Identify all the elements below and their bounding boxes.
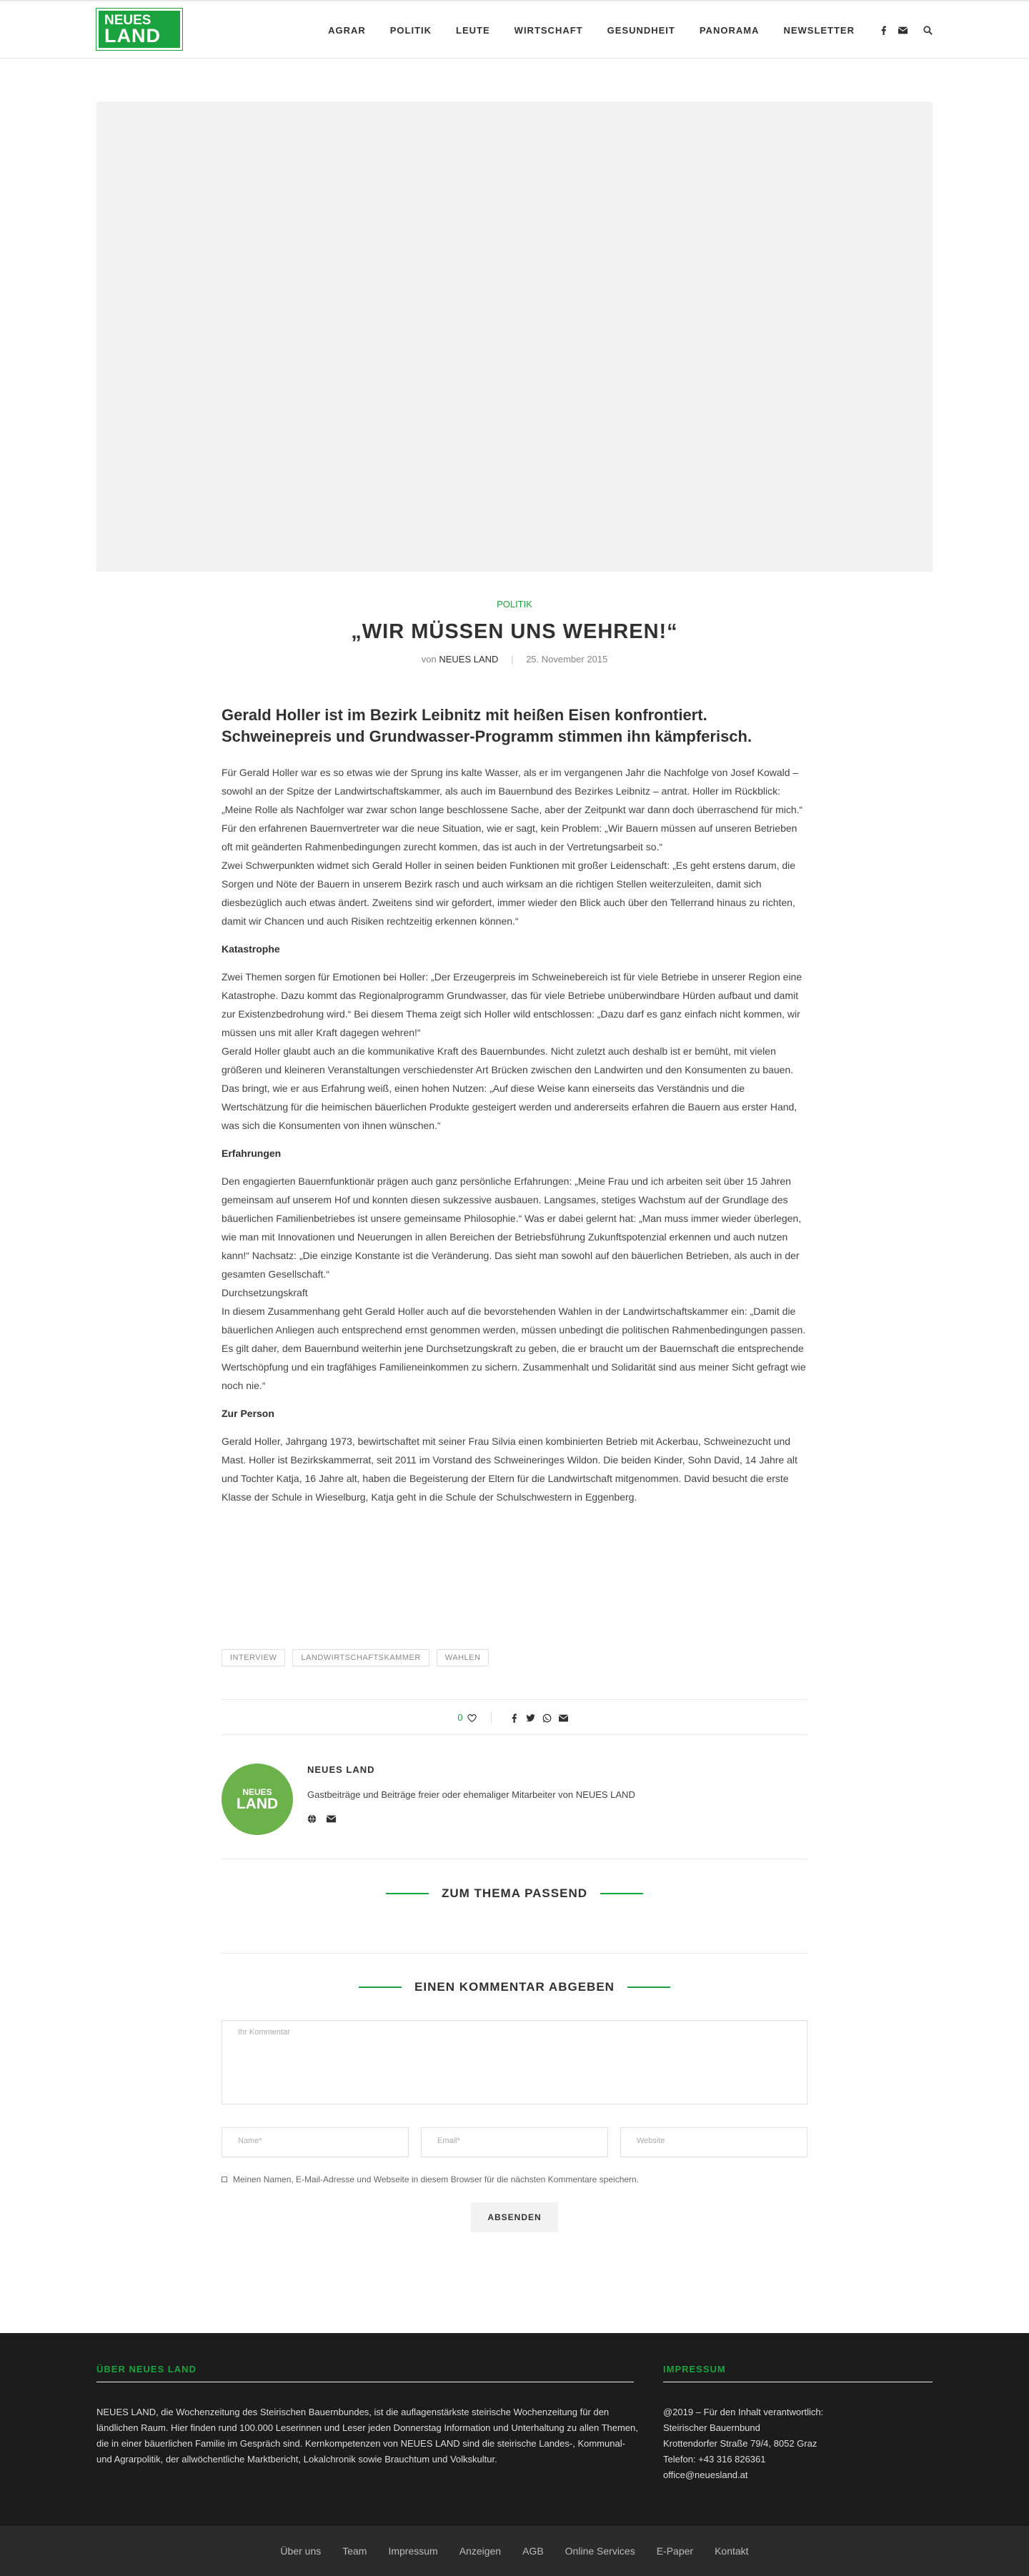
- comment-title-text: EINEN KOMMENTAR ABGEBEN: [414, 1980, 615, 1994]
- logo-line-2: LAND: [104, 24, 161, 46]
- impressum-line: Krottendorfer Straße 79/4, 8052 Graz: [663, 2438, 817, 2449]
- avatar-line-2: LAND: [236, 1795, 279, 1812]
- author-mail-icon[interactable]: [327, 1814, 336, 1824]
- author-links: [307, 1814, 336, 1824]
- site-header: [0, 0, 1029, 59]
- consent-row: [222, 2174, 639, 2184]
- author-box: [222, 1752, 807, 1859]
- impressum-line: Steirischer Bauernbund: [663, 2422, 760, 2433]
- footer-link-agb[interactable]: AGB: [522, 2545, 544, 2557]
- article-paragraph: Zwei Themen sorgen für Emotionen bei Holler: „Der Erzeugerpreis im Schweinebereich ist für viele Betriebe in unserer Region eine Katastrophe. Dazu kommt das Regionalprogramm Grundwasser, das für viele Betriebe unüberwindbare Hürden aufbaut und damit zur Existenzbedrohung wird.“ Bei diesem Thema zeigt sich Holler wild entschlossen: „Dazu darf es ganz einfach nicht kommen, wir müssen uns mit aller Kraft dagegen wehren!“: [222, 971, 802, 1038]
- article-body: [222, 705, 807, 1506]
- site-logo[interactable]: [96, 9, 182, 50]
- share-mail-icon[interactable]: [559, 1711, 568, 1722]
- article-title: „WIR MÜSSEN UNS WEHREN!“: [351, 620, 678, 643]
- article-subheading: Zur Person: [222, 1408, 274, 1419]
- consent-label: Meinen Namen, E-Mail-Adresse und Webseite in diesem Browser für die nächsten Kommentare speichern.: [233, 2174, 640, 2184]
- related-section-title: [0, 1886, 1029, 1901]
- title-line-right: [627, 1986, 670, 1988]
- article-category[interactable]: POLITIK: [497, 599, 532, 610]
- article-meta: [0, 654, 1029, 665]
- footer-link-kontakt[interactable]: Kontakt: [715, 2545, 749, 2557]
- main-nav: [304, 1, 933, 59]
- footer-about-text: NEUES LAND, die Wochenzeitung des Steirischen Bauernbundes, ist die auflagenstärkste steirische Wochenzeitung für den ländlichen Raum. Hier finden rund 100.000 Leserinnen und Leser jeden Donnerstag Information und Unterhaltung zu allen Themen, die in einer bäuerlichen Familie im Gespräch sind. Kernkompetenzen von NEUES LAND sind die steirische Landes-, Kommunal- und Agrarpolitik, der allwöchentliche Marktbericht, Lokalchronik sowie Brauchtum und Volkskultur.: [96, 2407, 638, 2465]
- comment-section-title: [0, 1980, 1029, 1994]
- footer-link-anzeigen[interactable]: Anzeigen: [459, 2545, 502, 2557]
- tag-list: [222, 1649, 489, 1666]
- nav-item-leute[interactable]: LEUTE: [456, 24, 490, 36]
- avatar-line-1: NEUES: [242, 1786, 272, 1797]
- like-count: 0: [457, 1711, 463, 1723]
- article-paragraph: Gerald Holler glaubt auch an die kommunikative Kraft des Bauernbundes. Nicht zuletzt auch deshalb ist er bemüht, mit vielen größeren und kleineren Veranstaltungen verschiedenster Art Brücken zwischen den Landwirten und den Konsumenten zu bauen. Das bringt, wie er aus Erfahrung weiß, einen hohen Nutzen: „Auf diese Weise kann einerseits das Verständnis und die Wertschätzung für die heimischen bäuerlichen Produkte gesteigert werden und andererseits erfahren die Bauern aus erster Hand, was sich die Konsumenten von ihnen wünschen.“: [222, 1045, 797, 1131]
- article-paragraph: Zwei Schwerpunkten widmet sich Gerald Holler in seinen beiden Funktionen mit großer Leidenschaft: „Es geht erstens darum, die Sorgen und Nöte der Bauern in unserem Bezirk rasch und auch wirksam an die richtigen Stellen weiterzuleiten, damit sich diesbezüglich auch etwas ändert. Zweitens sind wir gefordert, immer wieder den Blick auch über den Tellerrand hinaus zu richten, damit wir Chancen und auch Risiken rechtzeitig erkennen können.“: [222, 860, 796, 927]
- footer-link-impressum[interactable]: Impressum: [388, 2545, 438, 2557]
- share-twitter-icon[interactable]: [526, 1711, 535, 1722]
- comment-fields: [222, 2127, 807, 2157]
- share-divider: [491, 1711, 492, 1723]
- meta-separator: |: [511, 654, 514, 665]
- impressum-line: @2019 – Für den Inhalt verantwortlich:: [663, 2407, 824, 2417]
- name-field[interactable]: Name*: [222, 2127, 409, 2157]
- globe-icon[interactable]: [307, 1814, 317, 1824]
- nav-item-politik[interactable]: POLITIK: [389, 24, 432, 36]
- article-paragraph: Durchsetzungskraft: [222, 1287, 308, 1298]
- footer-link-ueber-uns[interactable]: Über uns: [280, 2545, 322, 2557]
- meta-by: von: [421, 654, 437, 665]
- facebook-icon[interactable]: [879, 26, 888, 35]
- footer-link-epaper[interactable]: E-Paper: [656, 2545, 694, 2557]
- impressum-line: Telefon: +43 316 826361: [663, 2454, 766, 2465]
- logo-line-1: NEUES: [104, 12, 151, 28]
- impressum-email[interactable]: office@neuesland.at: [663, 2470, 748, 2480]
- footer-link-team[interactable]: Team: [342, 2545, 367, 2557]
- featured-image: [96, 101, 933, 572]
- author-avatar[interactable]: [222, 1764, 293, 1835]
- tag-landwirtschaftskammer[interactable]: LANDWIRTSCHAFTSKAMMER: [292, 1649, 429, 1666]
- search-icon[interactable]: [923, 26, 933, 35]
- section-divider: [222, 1953, 807, 1954]
- article-paragraph: In diesem Zusammenhang geht Gerald Holler auch auf die bevorstehenden Wahlen in der Landwirtschaftskammer ein: „Damit die bäuerlichen Anliegen auch entsprechend ernst genommen werden, müssen unbedingt die politischen Rahmenbedingungen passen. Es gilt daher, dem Bauernbund weiterhin jene Durchsetzungskraft zu geben, die er braucht um der Bauernschaft die entsprechende Wertschöpfung und ein tragfähiges Familieneinkommen zu sichern. Zusammenhalt und Solidarität sind aus meiner Sicht gefragt wie noch nie.“: [222, 1306, 806, 1391]
- footer-about-title: ÜBER NEUES LAND: [96, 2364, 197, 2374]
- meta-date: 25. November 2015: [526, 654, 608, 665]
- article-lead: Gerald Holler ist im Bezirk Leibnitz mit heißen Eisen konfrontiert. Schweinepreis und Grundwasser-Programm stimmen ihn kämpferisch.: [222, 706, 752, 745]
- share-bar: [222, 1699, 807, 1735]
- nav-item-agrar[interactable]: AGRAR: [328, 24, 366, 36]
- comment-textarea[interactable]: Ihr Kommentar: [222, 2020, 807, 2104]
- title-line-left: [359, 1986, 402, 1988]
- heart-icon[interactable]: [467, 1711, 477, 1722]
- title-line-right: [600, 1893, 643, 1894]
- footer-impressum-title: IMPRESSUM: [663, 2364, 726, 2374]
- footer-link-online-services[interactable]: Online Services: [565, 2545, 635, 2557]
- footer-impressum: [663, 2405, 933, 2483]
- share-facebook-icon[interactable]: [509, 1711, 519, 1722]
- email-field[interactable]: Email*: [421, 2127, 608, 2157]
- author-description: Gastbeiträge und Beiträge freier oder ehemaliger Mitarbeiter von NEUES LAND: [307, 1789, 635, 1800]
- footer-links: [0, 2526, 1029, 2576]
- submit-button[interactable]: ABSENDEN: [471, 2202, 558, 2232]
- related-title-text: ZUM THEMA PASSEND: [442, 1886, 587, 1900]
- article-subheading: Katastrophe: [222, 943, 280, 955]
- nav-item-newsletter[interactable]: NEWSLETTER: [783, 24, 855, 36]
- article-subheading: Erfahrungen: [222, 1148, 282, 1159]
- website-field[interactable]: Website: [620, 2127, 807, 2157]
- article-paragraph: Gerald Holler, Jahrgang 1973, bewirtschaftet mit seiner Frau Silvia einen kombinierten Betrieb mit Ackerbau, Schweinezucht und Mast. Holler ist Bezirkskammerrat, seit 2011 im Vorstand des Schweineringes Wildon. Die beiden Kinder, Sohn David, 14 Jahre alt und Tochter Katja, 16 Jahre alt, haben die Begeisterung der Eltern für die Landwirtschaft mitgenommen. David besucht die erste Klasse der Schule in Wieselburg, Katja geht in die Schule der Schulschwestern in Eggenberg.: [222, 1436, 797, 1503]
- mail-icon[interactable]: [898, 26, 908, 35]
- nav-item-panorama[interactable]: PANORAMA: [699, 24, 760, 36]
- consent-checkbox[interactable]: [222, 2177, 227, 2182]
- article-paragraph: Den engagierten Bauernfunktionär prägen auch ganz persönliche Erfahrungen: „Meine Frau und ich arbeiten seit über 15 Jahren gemeinsam auf unserem Hof und konnten diesen sukzessive ausbauen. Langsames, stetiges Wachstum auf der Grundlage des bäuerlichen Familienbetriebes ist unsere gemeinsame Philosophie.“ Was er dabei gelernt hat: „Man muss immer wieder überlegen, wie man mit Innovationen und Neuerungen in allen Bereichen der Betriebsführung Zukunftspotenzial erkennen und auch nutzen kann!“ Nachsatz: „Die einzige Konstante ist die Veränderung. Das sieht man sowohl auf den bäuerlichen Betrieben, als auch in der gesamten Gesellschaft.“: [222, 1175, 802, 1280]
- article-paragraph: Für Gerald Holler war es so etwas wie der Sprung ins kalte Wasser, als er im vergangenen Jahr die Nachfolge von Josef Kowald – sowohl an der Spitze der Landwirtschaftskammer, als auch im Bauernbund des Bezirkes Leibnitz – antrat. Holler im Rückblick: „Meine Rolle als Nachfolger war zwar schon lange beschlossene Sache, aber der Zeitpunkt war dann doch überraschend für mich.“ Für den erfahrenen Bauernvertreter war die neue Situation, wie er sagt, kein Problem: „Wir Bauern müssen auf unseren Betrieben oft mit geänderten Rahmenbedingungen zurecht kommen, das ist auch in der Vertretungsarbeit so.“: [222, 767, 803, 852]
- nav-item-wirtschaft[interactable]: WIRTSCHAFT: [514, 24, 583, 36]
- author-name[interactable]: NEUES LAND: [307, 1764, 375, 1775]
- title-line-left: [386, 1893, 429, 1894]
- share-whatsapp-icon[interactable]: [542, 1711, 552, 1722]
- tag-wahlen[interactable]: WAHLEN: [437, 1649, 489, 1666]
- tag-interview[interactable]: INTERVIEW: [222, 1649, 285, 1666]
- nav-item-gesundheit[interactable]: GESUNDHEIT: [607, 24, 675, 36]
- site-footer: [0, 2333, 1029, 2526]
- meta-author-link[interactable]: NEUES LAND: [439, 654, 499, 665]
